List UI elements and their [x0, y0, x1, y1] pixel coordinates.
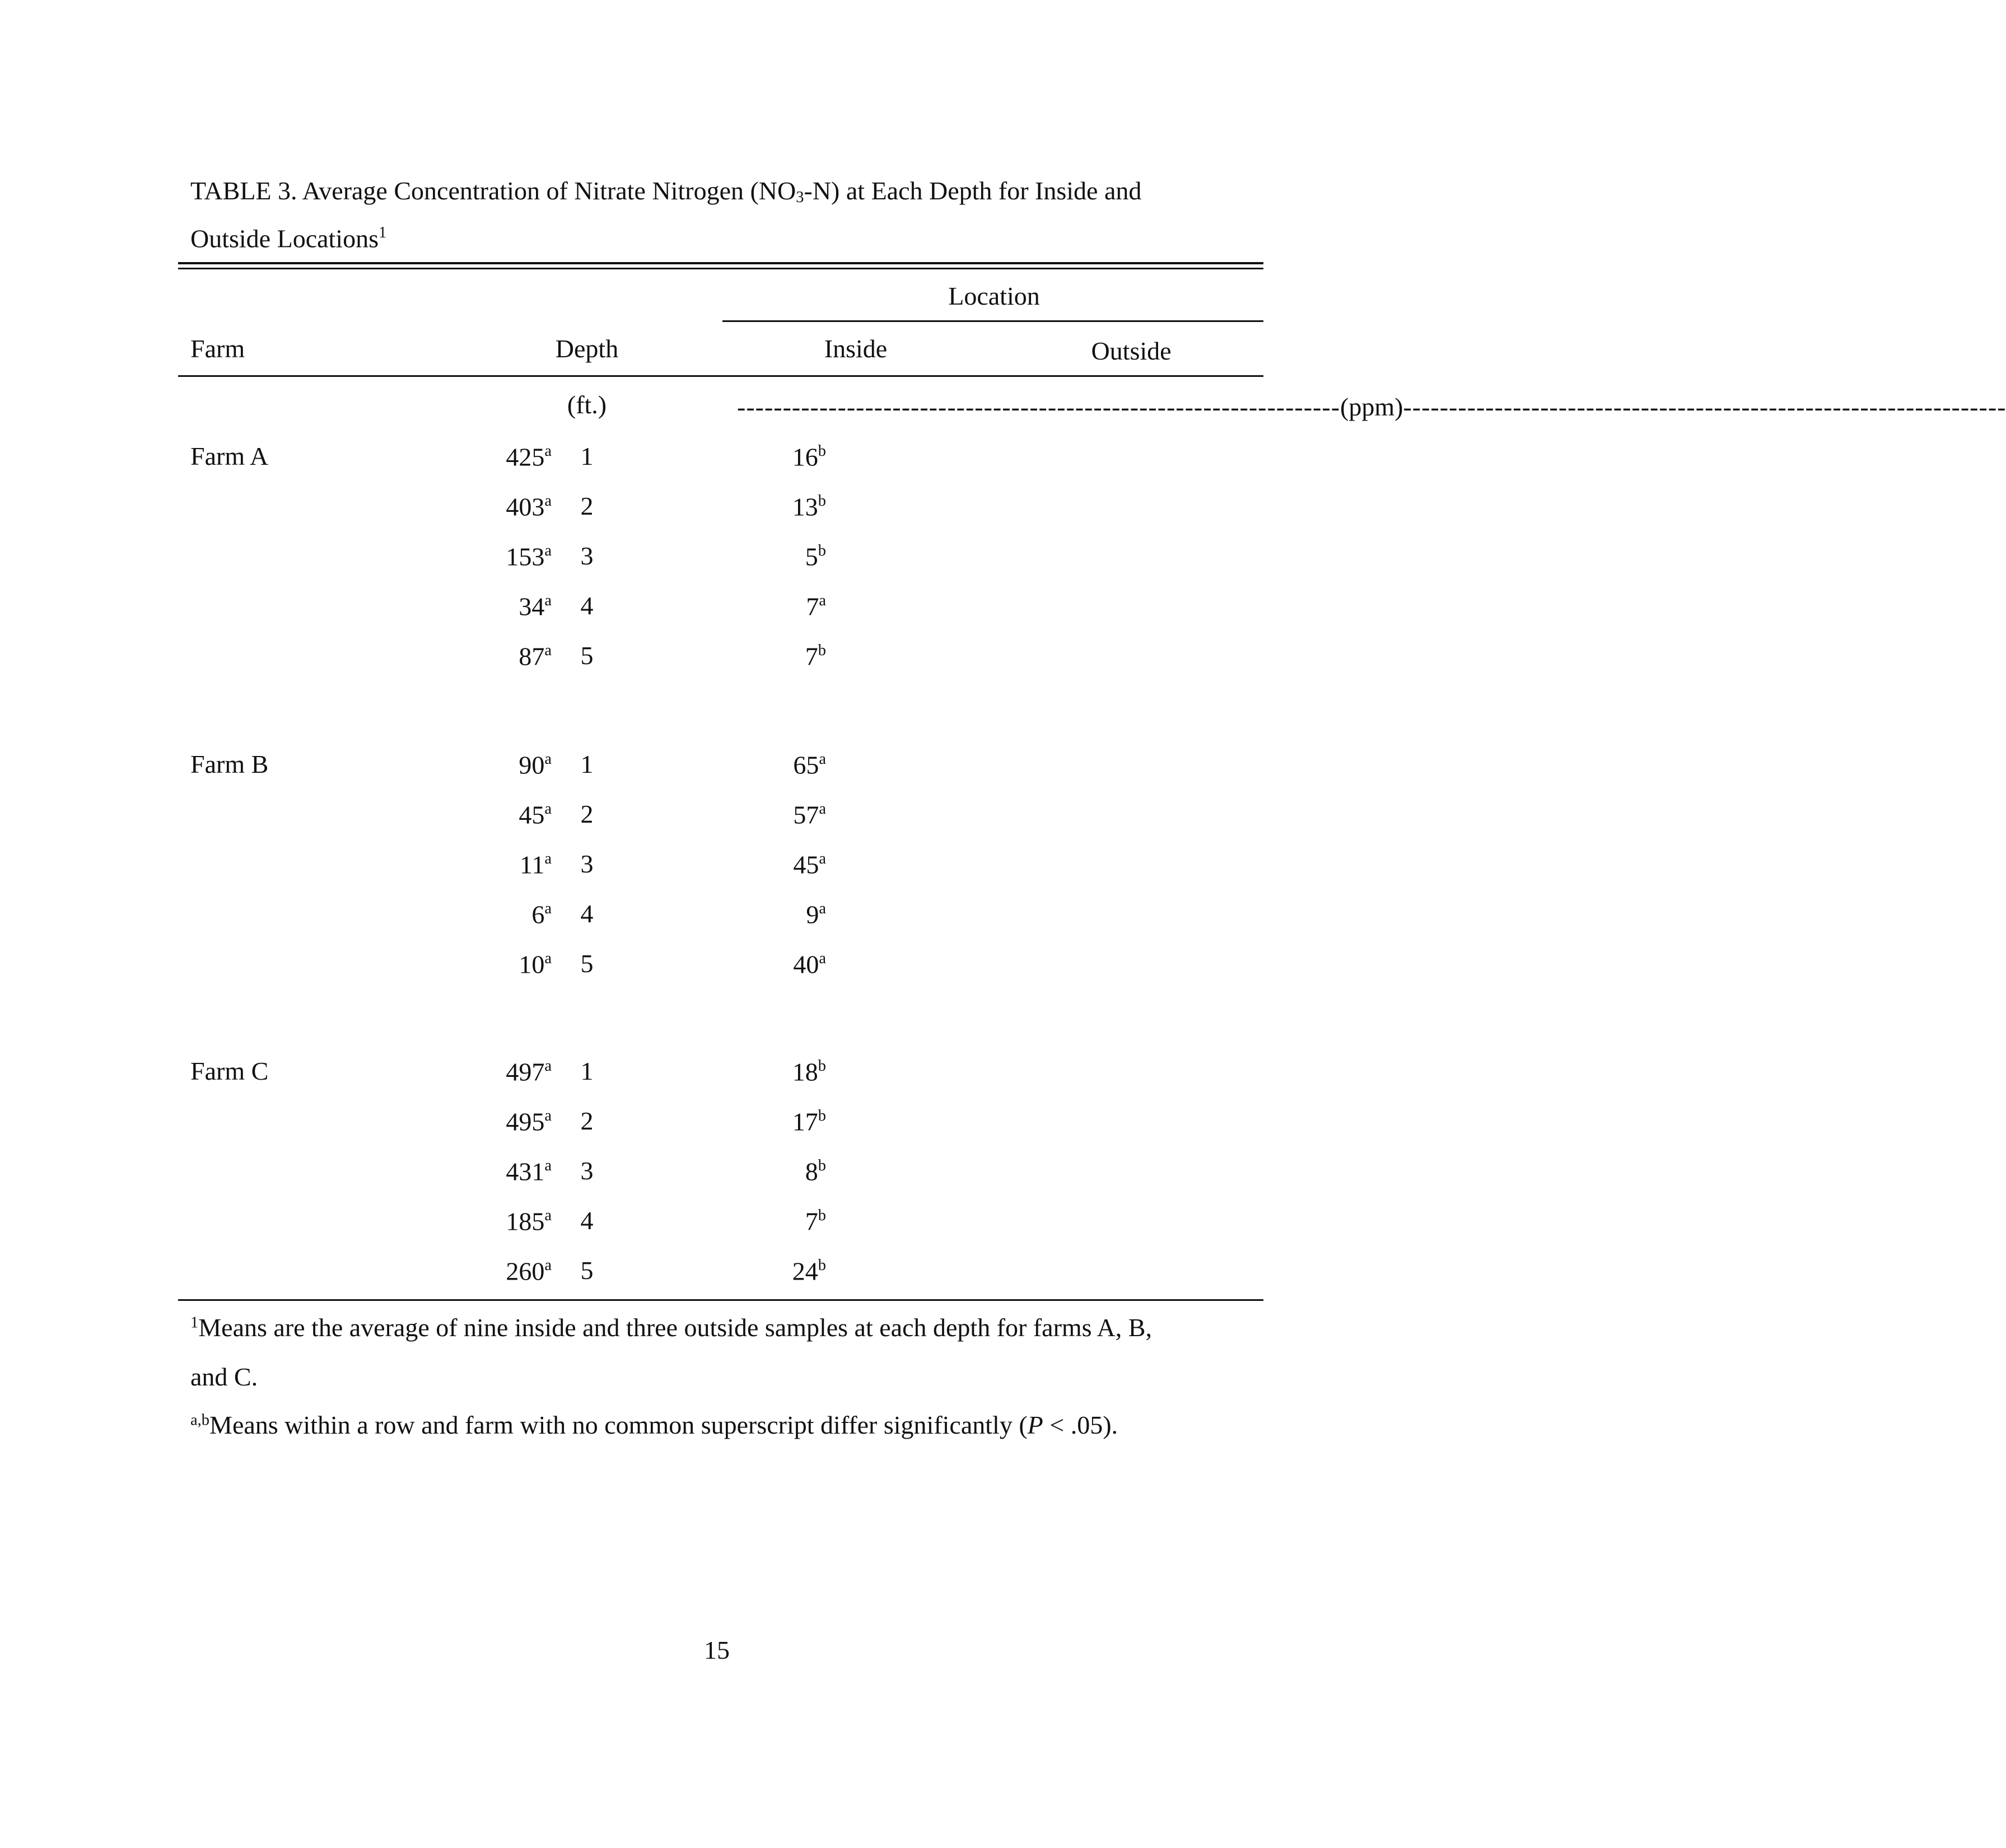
- outside-value: 17: [792, 1107, 818, 1136]
- outside-value: 40: [793, 950, 819, 979]
- inside-value: 6: [531, 900, 545, 929]
- location-rule: [722, 320, 1263, 322]
- ppm-unit: (ppm): [1340, 393, 1403, 421]
- outside-value: 57: [793, 800, 819, 829]
- inside-significance-letter: a: [544, 950, 552, 967]
- dash-right: ------------------------------------------------------------------: [1403, 393, 2006, 421]
- inside-significance-letter: a: [544, 492, 552, 510]
- table-bottom-rule: [178, 1299, 1263, 1301]
- table-top-rule-2: [178, 268, 1263, 269]
- outside-value-cell: [793, 801, 826, 828]
- outside-significance-letter: b: [818, 1207, 826, 1224]
- depth-cell: 5: [580, 641, 594, 670]
- inside-significance-letter: a: [544, 800, 552, 818]
- inside-value: 497: [506, 1057, 545, 1086]
- farm-label: Farm A: [190, 442, 269, 470]
- outside-significance-letter: a: [819, 950, 826, 967]
- outside-value: 18: [792, 1057, 818, 1086]
- depth-cell: 1: [580, 750, 594, 778]
- outside-value-cell: [792, 1058, 826, 1085]
- caption-text: TABLE 3. Average Concentration of Nitrate Nitrogen (NO: [190, 176, 796, 205]
- outside-value: 7: [805, 642, 818, 671]
- outside-significance-letter: b: [818, 642, 826, 659]
- inside-value: 10: [519, 950, 545, 979]
- outside-value: 8: [805, 1157, 818, 1186]
- footnote-2-text: Means within a row and farm with no common superscript differ significantly (: [209, 1411, 1028, 1439]
- inside-value-cell: [519, 593, 552, 620]
- inside-value-cell: [519, 801, 552, 828]
- outside-value-cell: [792, 1108, 826, 1135]
- inside-value: 495: [506, 1107, 545, 1136]
- inside-value: 260: [506, 1257, 545, 1286]
- outside-significance-letter: a: [819, 750, 826, 768]
- inside-significance-letter: a: [544, 1157, 552, 1174]
- inside-significance-letter: a: [544, 1107, 552, 1124]
- outside-value-cell: [805, 1158, 826, 1185]
- outside-value-cell: [793, 951, 826, 978]
- depth-cell: 5: [580, 949, 594, 978]
- page-number: 15: [704, 1636, 730, 1664]
- inside-value-cell: [506, 1158, 552, 1185]
- outside-value-cell: [806, 593, 826, 620]
- inside-value: 45: [519, 800, 545, 829]
- outside-value: 16: [792, 442, 818, 472]
- farm-label: Farm C: [190, 1057, 269, 1085]
- header-depth: Depth: [555, 334, 619, 363]
- header-farm: Farm: [190, 334, 245, 363]
- outside-value-cell: [793, 752, 826, 778]
- footnote-2: [190, 1412, 1118, 1438]
- header-inside: Inside: [824, 334, 888, 363]
- outside-value-cell: [805, 543, 826, 570]
- inside-value-cell: [506, 1058, 552, 1085]
- depth-cell: 2: [580, 800, 594, 828]
- outside-value: 5: [805, 542, 818, 571]
- depth-cell: 2: [580, 1107, 594, 1135]
- ppm-unit-row: [737, 393, 2006, 421]
- inside-significance-letter: a: [544, 1057, 552, 1075]
- table-caption: [190, 178, 1141, 206]
- depth-cell: 3: [580, 542, 594, 570]
- outside-significance-letter: b: [818, 1107, 826, 1124]
- inside-value-cell: [506, 543, 552, 570]
- table-caption-line2: [190, 225, 386, 252]
- inside-value: 34: [519, 592, 545, 621]
- outside-significance-letter: a: [819, 900, 826, 917]
- footnote-2-text-end: < .05).: [1043, 1411, 1118, 1439]
- outside-value-cell: [792, 444, 826, 470]
- outside-value-cell: [806, 901, 826, 928]
- outside-value-cell: [792, 1258, 826, 1285]
- inside-value: 153: [506, 542, 545, 571]
- inside-value: 87: [519, 642, 545, 671]
- inside-value-cell: [506, 1108, 552, 1135]
- header-rule: [178, 375, 1263, 377]
- header-outside: Outside: [1091, 337, 1172, 365]
- inside-value-cell: [531, 901, 552, 928]
- outside-significance-letter: b: [818, 442, 826, 460]
- depth-cell: 4: [580, 1206, 594, 1235]
- inside-value: 431: [506, 1157, 545, 1186]
- inside-significance-letter: a: [544, 750, 552, 768]
- inside-significance-letter: a: [544, 1207, 552, 1224]
- inside-value: 185: [506, 1207, 545, 1236]
- inside-significance-letter: a: [544, 850, 552, 867]
- outside-value: 65: [793, 750, 819, 780]
- outside-significance-letter: a: [819, 850, 826, 867]
- inside-value-cell: [506, 1208, 552, 1235]
- inside-value-cell: [506, 493, 552, 520]
- outside-significance-letter: a: [819, 800, 826, 818]
- inside-value-cell: [519, 951, 552, 978]
- caption-subscript: 3: [796, 189, 804, 207]
- depth-cell: 5: [580, 1256, 594, 1285]
- table-top-rule: [178, 262, 1263, 264]
- outside-value: 13: [792, 492, 818, 521]
- depth-cell: 2: [580, 492, 594, 520]
- depth-cell: 4: [580, 899, 594, 928]
- header-location: Location: [948, 282, 1040, 310]
- outside-value: 7: [806, 592, 819, 621]
- outside-value: 45: [793, 850, 819, 879]
- depth-cell: 3: [580, 1156, 594, 1185]
- inside-significance-letter: a: [544, 900, 552, 917]
- inside-significance-letter: a: [544, 592, 552, 609]
- inside-value-cell: [519, 752, 552, 778]
- outside-value: 9: [806, 900, 819, 929]
- depth-cell: 3: [580, 850, 594, 878]
- outside-significance-letter: b: [818, 1257, 826, 1274]
- inside-value-cell: [519, 643, 552, 670]
- caption-line2-text: Outside Locations: [190, 224, 379, 253]
- footnote-1-marker: 1: [190, 1314, 199, 1332]
- outside-value-cell: [793, 851, 826, 878]
- depth-cell: 1: [580, 442, 594, 470]
- footnote-1-text: Means are the average of nine inside and three outside samples at each depth for farms A, B,: [198, 1313, 1152, 1342]
- inside-value: 11: [520, 850, 545, 879]
- inside-significance-letter: a: [544, 1257, 552, 1274]
- inside-significance-letter: a: [544, 542, 552, 559]
- inside-value: 403: [506, 492, 545, 521]
- inside-value: 90: [519, 750, 545, 780]
- outside-value: 7: [805, 1207, 818, 1236]
- dash-left: ------------------------------------------------------------------: [737, 393, 1341, 421]
- outside-value: 24: [792, 1257, 818, 1286]
- caption-footnote-marker: 1: [379, 224, 387, 241]
- outside-significance-letter: a: [819, 592, 826, 609]
- footnote-2-marker: a,b: [190, 1411, 210, 1429]
- depth-unit: (ft.): [567, 390, 607, 419]
- inside-value-cell: [506, 444, 552, 470]
- footnote-1: [190, 1315, 1152, 1341]
- footnote-2-p: P: [1027, 1411, 1043, 1439]
- outside-value-cell: [805, 1208, 826, 1235]
- outside-significance-letter: b: [818, 1057, 826, 1075]
- outside-significance-letter: b: [818, 492, 826, 510]
- outside-value-cell: [792, 493, 826, 520]
- outside-value-cell: [805, 643, 826, 670]
- inside-significance-letter: a: [544, 442, 552, 460]
- footnote-1-cont: and C.: [190, 1362, 258, 1391]
- outside-significance-letter: b: [818, 542, 826, 559]
- farm-label: Farm B: [190, 750, 269, 778]
- caption-text-end: -N) at Each Depth for Inside and: [804, 176, 1142, 205]
- depth-cell: 4: [580, 591, 594, 620]
- depth-cell: 1: [580, 1057, 594, 1085]
- inside-value-cell: [520, 851, 552, 878]
- inside-value: 425: [506, 442, 545, 472]
- inside-value-cell: [506, 1258, 552, 1285]
- inside-significance-letter: a: [544, 642, 552, 659]
- outside-significance-letter: b: [818, 1157, 826, 1174]
